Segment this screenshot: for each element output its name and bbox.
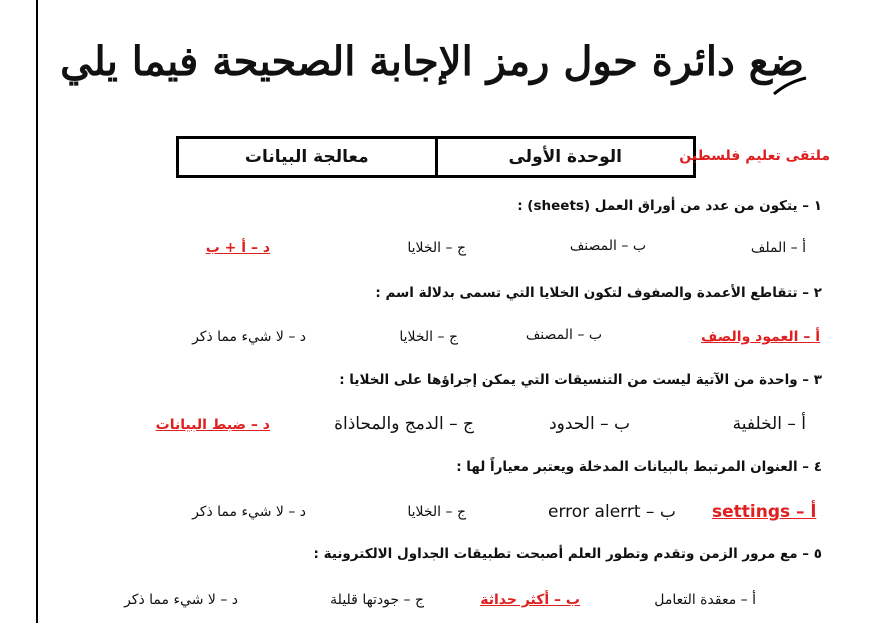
q5-option-d[interactable]: د – لا شيء مما ذكر bbox=[124, 592, 238, 608]
q3-option-b[interactable]: ب – الحدود bbox=[549, 414, 630, 434]
question-4: ٤ – العنوان المرتبط بالبيانات المدخلة ويعتبر معياراً لها : bbox=[456, 459, 822, 475]
q4-option-b[interactable]: error alerrt – ب bbox=[548, 502, 676, 522]
q1-option-d[interactable]: د – أ + ب bbox=[205, 240, 270, 256]
q5-option-c[interactable]: ج – جودتها قليلة bbox=[330, 592, 424, 608]
q5-option-b[interactable]: ب – أكثر حداثة bbox=[480, 592, 580, 608]
q1-option-a[interactable]: أ – الملف bbox=[750, 240, 806, 256]
question-2: ٢ – تتقاطع الأعمدة والصفوف لتكون الخلايا التي تسمى بدلالة اسم : bbox=[375, 285, 822, 301]
q2-option-b[interactable]: ب – المصنف bbox=[525, 327, 602, 343]
question-1: ١ – يتكون من عدد من أوراق العمل (sheets) : bbox=[517, 198, 822, 214]
q4-option-d[interactable]: د – لا شيء مما ذكر bbox=[192, 504, 306, 520]
q2-option-d[interactable]: د – لا شيء مما ذكر bbox=[192, 329, 306, 345]
unit-cell: الوحدة الأولى bbox=[508, 147, 623, 167]
q1-option-b[interactable]: ب – المصنف bbox=[569, 238, 646, 254]
margin-line bbox=[36, 0, 38, 623]
question-3: ٣ – واحدة من الآتية ليست من التنسيقات التي يمكن إجراؤها على الخلايا : bbox=[339, 372, 822, 388]
q3-option-d[interactable]: د – ضبط البيانات bbox=[155, 417, 270, 433]
q2-option-c[interactable]: ج – الخلايا bbox=[399, 329, 458, 345]
topic-cell: معالجة البيانات bbox=[179, 139, 438, 175]
q1-option-c[interactable]: ج – الخلايا bbox=[407, 240, 466, 256]
page-title: ضع دائرة حول رمز الإجابة الصحيحة فيما يلي bbox=[60, 38, 804, 85]
q2-option-a[interactable]: أ – العمود والصف bbox=[701, 329, 820, 345]
q5-option-a[interactable]: أ – معقدة التعامل bbox=[654, 592, 756, 608]
q3-option-a[interactable]: أ – الخلفية bbox=[732, 414, 806, 434]
q4-option-c[interactable]: ج – الخلايا bbox=[407, 504, 466, 520]
header-table bbox=[176, 136, 696, 178]
source-label: ملتقى تعليم فلسطين bbox=[679, 148, 830, 164]
question-5: ٥ – مع مرور الزمن وتقدم وتطور العلم أصبحت تطبيقات الجداول الالكترونية : bbox=[313, 546, 822, 562]
q3-option-c[interactable]: ج – الدمج والمحاذاة bbox=[334, 414, 474, 434]
q4-option-a[interactable]: settings – أ bbox=[712, 502, 817, 522]
pen-stroke-icon bbox=[770, 74, 810, 100]
